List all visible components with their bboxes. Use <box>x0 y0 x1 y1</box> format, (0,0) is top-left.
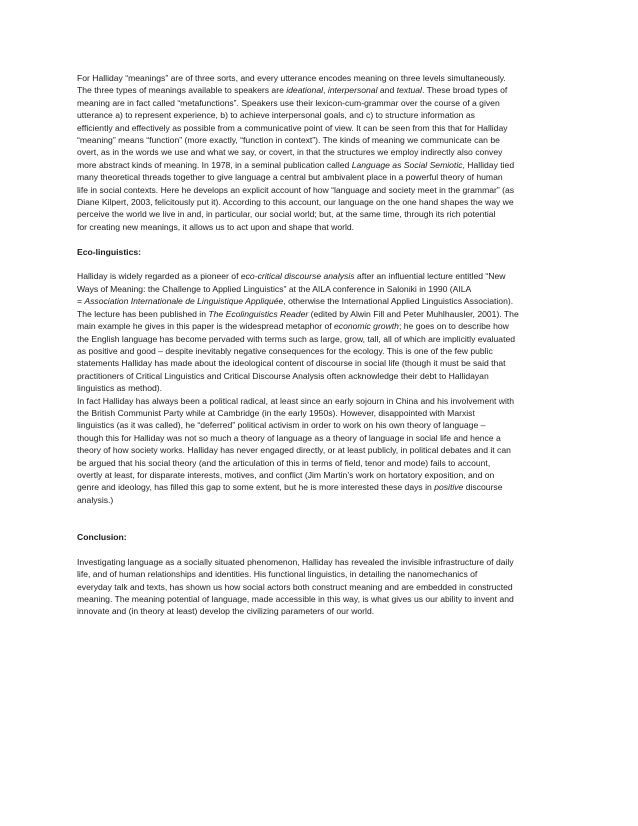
text-line: main example he gives in this paper is the widespread metaphor of economic growth; he goes on to describe how <box>77 321 509 332</box>
text-line: perceive the world we live in and, in particular, our social world; but, at the same time, through its rich potential <box>77 209 496 220</box>
text-line: meaning. The meaning potential of language, made accessible in this way, is what gives us our ability to invent and <box>77 593 514 604</box>
text-line: = Association Internationale de Linguistique Appliquée, otherwise the International Applied Linguistics Association). <box>77 296 514 307</box>
text-line: The lecture has been published in The Ecolinguistics Reader (edited by Alwin Fill and Peter Muhlhausler, 2001). The <box>77 308 519 319</box>
conclusion-paragraph <box>77 556 567 618</box>
text-line: Investigating language as a socially situated phenomenon, Halliday has revealed the invisible infrastructure of daily <box>77 556 514 567</box>
text-line: for creating new meanings, it allows us to act upon and shape that world. <box>77 221 355 232</box>
text-line: efficiently and effectively as possible from a communicative point of view. It can be seen from this that for Halliday <box>77 122 508 133</box>
text-line: genre and ideology, has filled this gap to some extent, but he is more interested these days in positive discourse <box>77 482 503 493</box>
text-line: life, and of human relationships and identities. His functional linguistics, in detailing the nanomechanics of <box>77 569 478 580</box>
text-line: practitioners of Critical Linguistics and Critical Discourse Analysis often acknowledge their debt to Hallidayan <box>77 370 489 381</box>
text-line: life in social contexts. Here he develops an explicit account of how “language and society meet in the grammar” (as <box>77 184 515 195</box>
text-line: innovate and (in theory at least) develop the civilizing parameters of our world. <box>77 606 375 617</box>
text-line: In fact Halliday has always been a political radical, at least since an early sojourn in China and his involvement with <box>77 395 515 406</box>
text-line: Halliday is widely regarded as a pioneer of eco-critical discourse analysis after an influential lecture entitled “New <box>77 271 506 282</box>
text-line: The three types of meanings available to speakers are ideational, interpersonal and textual. These broad types of <box>77 85 508 96</box>
text-line: as positive and good – despite inevitably negative consequences for the ecology. This is one of the few public <box>77 345 493 356</box>
text-line: theory of how society works. Halliday has never engaged directly, or at least publicly, in political debates and it can <box>77 445 511 456</box>
text-line: more abstract kinds of meaning. In 1978, in a seminal publication called Language as Social Semiotic, Halliday tied <box>77 159 515 170</box>
text-line: though this for Halliday was not so much a theory of language as a theory of language in social life and hence a <box>77 432 501 443</box>
document-body <box>77 72 567 618</box>
text-line: linguistics (as it was called), he “deferred” political activism in order to work on his own theory of language – <box>77 420 486 431</box>
text-line: be argued that his social theory (and the articulation of this in terms of field, tenor and mode) fails to account, <box>77 457 491 468</box>
text-line: Diane Kilpert, 2003, felicitously put it). According to this account, our language on the one hand shapes the way we <box>77 197 514 208</box>
text-line: many theoretical threads together to give language a central but ambivalent place in a powerful theory of human <box>77 172 503 183</box>
text-line: the English language has become pervaded with terms such as large, grow, tall, all of which are implicitly evaluated <box>77 333 516 344</box>
text-line: linguistics as method). <box>77 383 163 394</box>
text-line: For Halliday “meanings” are of three sorts, and every utterance encodes meaning on three levels simultaneously. <box>77 73 506 83</box>
text-line: everyday talk and texts, has shown us how social actors both construct meaning and are embedded in constructed <box>77 581 513 592</box>
text-line: statements Halliday has made about the ideological content of discourse in social life (though it must be said that <box>77 358 506 369</box>
intro-paragraph <box>77 72 567 233</box>
text-line: the British Communist Party while at Cambridge (in the early 1950s). However, disappointed with Marxist <box>77 407 475 418</box>
text-line: utterance a) to represent experience, b) to achieve interpersonal goals, and c) to structure information as <box>77 110 475 121</box>
section-heading-eco-linguistics: Eco-linguistics: <box>77 246 141 257</box>
section-heading-conclusion: Conclusion: <box>77 531 127 542</box>
eco-paragraph-2 <box>77 395 567 507</box>
eco-paragraph-1 <box>77 270 567 394</box>
text-line: overtly at least, for disparate interests, motives, and conflict (Jim Martin’s work on hortatory exposition, and on <box>77 469 495 480</box>
text-line: “meaning” means “function” (more exactly, “function in context”). The kinds of meaning we communicate can be <box>77 135 500 146</box>
text-line: analysis.) <box>77 494 114 505</box>
text-line: overt, as in the words we use and what we say, or covert, in that the structures we employ indirectly also convey <box>77 147 503 158</box>
text-line: meaning are in fact called “metafunctions”. Speakers use their lexicon-cum-grammar over the course of a given <box>77 97 500 108</box>
text-line: Ways of Meaning: the Challenge to Applied Linguistics” at the AILA conference in Saloniki in 1990 (AILA <box>77 283 472 294</box>
